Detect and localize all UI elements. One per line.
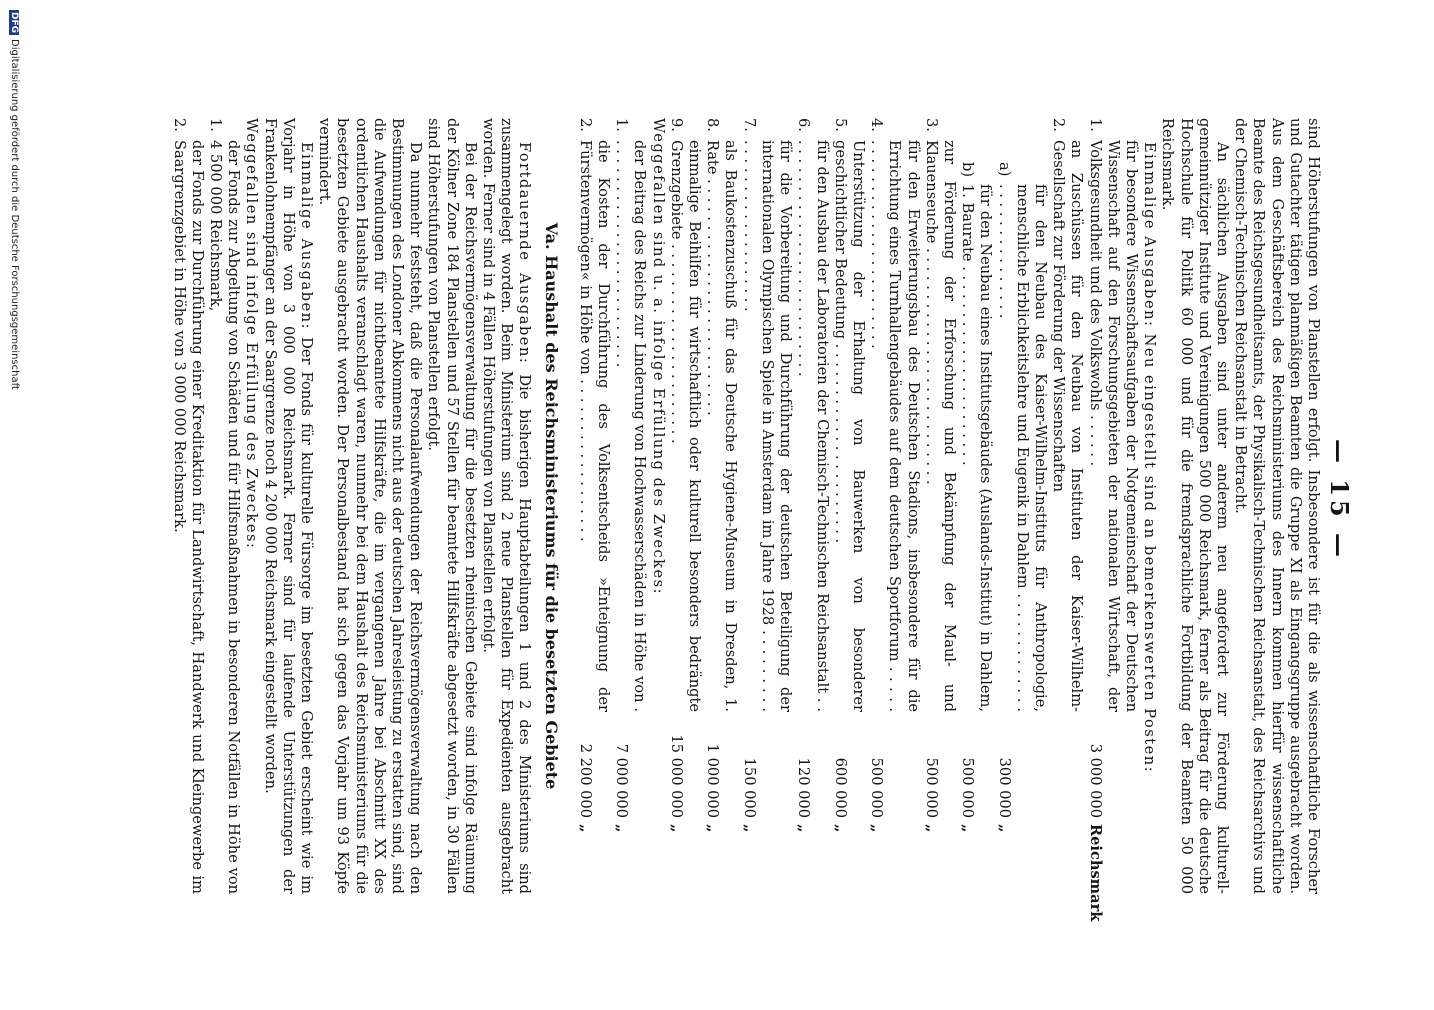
item-number: 4.: [868, 118, 886, 132]
item-unit: „: [922, 824, 940, 833]
item-label: Unterstützung der Erhaltung von Bauwerken von besonderer geschichtlicher Bedeutung . . . . . . . . . . . . . . . . . . . . . .: [831, 140, 867, 712]
dfg-logo: DFG: [9, 12, 19, 34]
item-amount: 7 000 000: [613, 743, 631, 818]
item-label: für den Erweiterungsbau des Deutschen Stadions, insbesondere für die Errichtung eines Turnhallengebäudes auf dem deutschen Sportforum . . . . . . . . . . . . . . . . . . . . . . . . . . . .: [868, 140, 922, 712]
item-number: 6.: [795, 118, 813, 132]
item-label: als Baukostenzuschuß für das Deutsche Hygiene-Museum in Dresden, 1. Rate . . . . . . . . . . . . . . . . . . . . . . . . . .: [704, 140, 740, 712]
list-item: [169, 118, 205, 894]
list-item: [703, 118, 739, 894]
list-item: [206, 118, 242, 894]
item-number: b): [959, 162, 977, 178]
item-amount: 2 200 000: [576, 743, 594, 818]
document-body: [169, 118, 1322, 922]
item-amount: 500 000: [959, 757, 977, 818]
item-amount: 500 000: [922, 757, 940, 818]
list-item: [831, 118, 867, 894]
list-item: [1085, 118, 1140, 922]
list-item: [994, 118, 1049, 894]
item-label: der Beitrag des Reichs zur Linderung von Hochwasserschäden in Höhe von . . . . . . . . . . . . . . . . . . . . . . . . . .: [613, 140, 649, 712]
item-label: der Fonds zur Durchführung einer Kreditaktion für Landwirtschaft, Handwerk und Kleingewerbe im Saargrenzgebiet in Höhe von 3 000 000 Reichsmark.: [170, 140, 206, 894]
list-item: [667, 118, 703, 894]
weggefallen-items-list: [576, 118, 649, 894]
sachliche-ausgaben-paragraph: An sächlichen Ausgaben sind unter anderem neu angefordert zur Förderung kulturell-gemeinnütziger Institute und Vereinigungen 500 000 Reichsmark, ferner als Beitrag für die deutsche Hochschule für Politik 60 000 und für die fremdsprachliche Fortbildung der Beamten 50 000 Reichsmark.: [1159, 118, 1231, 894]
fortdauernde-text: Die bisherigen Hauptabteilungen 1 und 2 des Ministeriums sind zusammengelegt worden. Beim Ministerium sind 2 neue Planstellen für Expedienten ausgebracht worden. Ferner sind in 4 Fällen Höherstufungen von Planstellen erfolgt.: [480, 118, 534, 894]
item-label: für den Ausbau der Laboratorien der Chemisch-Technischen Reichsanstalt . . . . . . . . . . . . . . . . . . . . . . . . . . . .: [795, 140, 831, 712]
item-label: zur Förderung der Erforschung und Bekämpfung der Maul- und Klauenseuche . . . . . . . . . . . . . . . . . . . . . . . . . .: [922, 140, 958, 712]
list-item: [1049, 118, 1085, 894]
item-number: 2.: [1050, 118, 1068, 132]
einmalige-text: Der Fonds für kulturelle Fürsorge im besetzten Gebiet erscheint wie im Vorjahr in Höhe von 3 000 000 Reichsmark. Ferner sind für laufende Unterstützungen der Frankenlohnempfänger an der Saargrenze noch 4 200 000 Reichsmark eingestellt worden.: [261, 118, 316, 894]
item-number: a): [995, 162, 1013, 177]
item-unit: „: [667, 824, 685, 833]
item-unit: „: [959, 824, 977, 833]
footer: [9, 10, 20, 1010]
item-number: 3.: [922, 118, 940, 132]
item-amount: 600 000: [831, 757, 849, 818]
intro-paragraph: sind Höherstufungen von Planstellen erfolgt. Insbesondere ist für die als wissenschaftliche Forscher und Gutachter tätigen planmäßigen Beamten die Gruppe XI als Eingangsgruppe ausgebracht worden. Aus dem Geschäftsbereich des Reichsministeriums des Innern kommen hierfür wissenschaftliche Beamte des Reichsgesundheitsamts, der Physikalisch-Technischen Reichsanstalt, des Reichsarchivs und der Chemisch-Technischen Reichsanstalt in Betracht.: [1232, 118, 1322, 894]
list-item: [922, 118, 958, 894]
item-number: 8.: [704, 118, 722, 132]
item-amount: 1 000 000: [704, 743, 722, 818]
item-number: 7.: [740, 118, 758, 132]
item-amount: 150 000: [740, 757, 758, 818]
item-label: für die Vorbereitung und Durchführung der deutschen Beteiligung der internationalen Olympischen Spiele in Amsterdam im Jahre 1928 . . . . . . . . . . . . . . . . . . . . . . . . . . . .: [740, 140, 795, 712]
section-heading: Va. Haushalt des Reichsministeriums für die besetzten Gebiete: [541, 222, 561, 790]
weggefallen-intro: Weggefallen sind u. a. infolge Erfüllung des Zweckes:: [649, 118, 667, 596]
weggefallen2-items-list: [169, 118, 242, 894]
item-unit: „: [831, 824, 849, 833]
einmalige-ausgaben-intro: Einmalige Ausgaben: Neu eingestellt sind an bemerkenswerten Posten:: [1141, 142, 1159, 774]
item-label: für den Neubau des Kaiser-Wilhelm-Instituts für Anthropologie, menschliche Erblichkeitslehre und Eugenik in Dahlem . . . . . . . . . . . . . . . . . . . . . . . . . . . .: [995, 184, 1049, 712]
item-label: der Fonds zur Abgeltung von Schäden und für Hilfsmaßnahmen in besonderen Notfällen in Höhe von 4 500 000 Reichsmark,: [207, 140, 243, 894]
item-unit: „: [740, 824, 758, 833]
item-label: einmalige Beihilfen für wirtschaftlich oder kulturell besonders bedrängte Grenzgebiete . . . . . . . . . . . . . . . . . . . . . .: [667, 140, 704, 712]
item-number: 1.: [1086, 118, 1104, 132]
item-amount: 300 000: [995, 757, 1013, 818]
item-number: 1.: [207, 118, 225, 132]
list-item: [740, 118, 795, 894]
item-number: 5.: [831, 118, 849, 132]
item-number: 9.: [667, 118, 685, 132]
list-item: [867, 118, 922, 894]
item-unit: „: [613, 824, 631, 833]
item-unit: „: [795, 824, 813, 833]
item-unit: „: [576, 824, 594, 833]
item-number: 2.: [576, 118, 594, 132]
list-item: [794, 118, 830, 894]
item-unit: „: [704, 824, 722, 833]
page-number: — 15 —: [1325, 438, 1354, 562]
item-label: an Zuschüssen für den Neubau von Instituten der Kaiser-Wilhelm-Gesellschaft zur Förderung der Wissenschaften: [1050, 140, 1086, 712]
item-amount: 15 000 000: [667, 734, 685, 818]
item-amount: 3 000 000: [1086, 743, 1104, 818]
personal-paragraph: Da nunmehr feststeht, daß die Personalaufwendungen der Reichsvermögensverwaltung nach den Bestimmungen des Londoner Abkommens nicht aus der deutschen Jahresleistung zu erstatten sind, sind die Aufwendungen für nichtbeamtete Hilfskräfte, die im vergangenen Jahre bei Abschnitt XX des ordentlichen Haushalts veranschlagt waren, nunmehr bei dem Haushalt des Reichsministeriums für die besetzten Gebiete ausgebracht worden. Der Personalbestand hat sich gegen das Vorjahr um 93 Köpfe vermindert.: [316, 118, 425, 894]
list-item: [576, 118, 612, 894]
item-label: für den Neubau eines Institutsgebäudes (Auslands-Institut) in Dahlem, 1. Baurate . . . . . . . . . . . . . . . . . . . . . .: [959, 184, 995, 712]
footer-text: Digitalisierung gefördert durch die Deutsche Forschungsgemeinschaft: [9, 39, 20, 390]
item-amount: 500 000: [868, 757, 886, 818]
item-label: die Kosten der Durchführung des Volksentscheids »Enteignung der Fürstenvermögen« in Höhe von . . . . . . . . . . . . . . . . . .: [576, 140, 613, 712]
item-unit: „: [995, 824, 1013, 833]
list-item: [612, 118, 648, 894]
item-amount: 120 000: [795, 757, 813, 818]
item-label: für besondere Wissenschaftsaufgaben der Notgemeinschaft der Deutschen Wissenschaft auf den Forschungsgebieten der nationalen Wirtschaft, der Volksgesundheit und des Volkswohls . . . . . .: [1086, 140, 1140, 712]
item-unit: Reichsmark: [1086, 824, 1104, 922]
item-unit: „: [868, 824, 886, 833]
einmalige-label: Einmalige Ausgaben:: [298, 142, 316, 330]
fortdauernde-label: Fortdauernde Ausgaben:: [516, 142, 534, 365]
reichsvermoegen-paragraph: Bei der Reichsvermögensverwaltung für die besetzten rheinischen Gebiete sind infolge Räumung der Kölner Zone 184 Planstellen und 57 Stellen für beamtete Hilfskräfte abgesetzt worden, in 30 Fällen sind Höherstufungen von Planstellen erfolgt.: [425, 118, 479, 894]
list-item: [958, 118, 994, 894]
item-number: 1.: [613, 118, 631, 132]
weggefallen2-intro: Weggefallen sind infolge Erfüllung des Zweckes:: [243, 118, 261, 550]
item-number: 2.: [170, 118, 188, 132]
einmalige-items-list: [667, 118, 1140, 922]
